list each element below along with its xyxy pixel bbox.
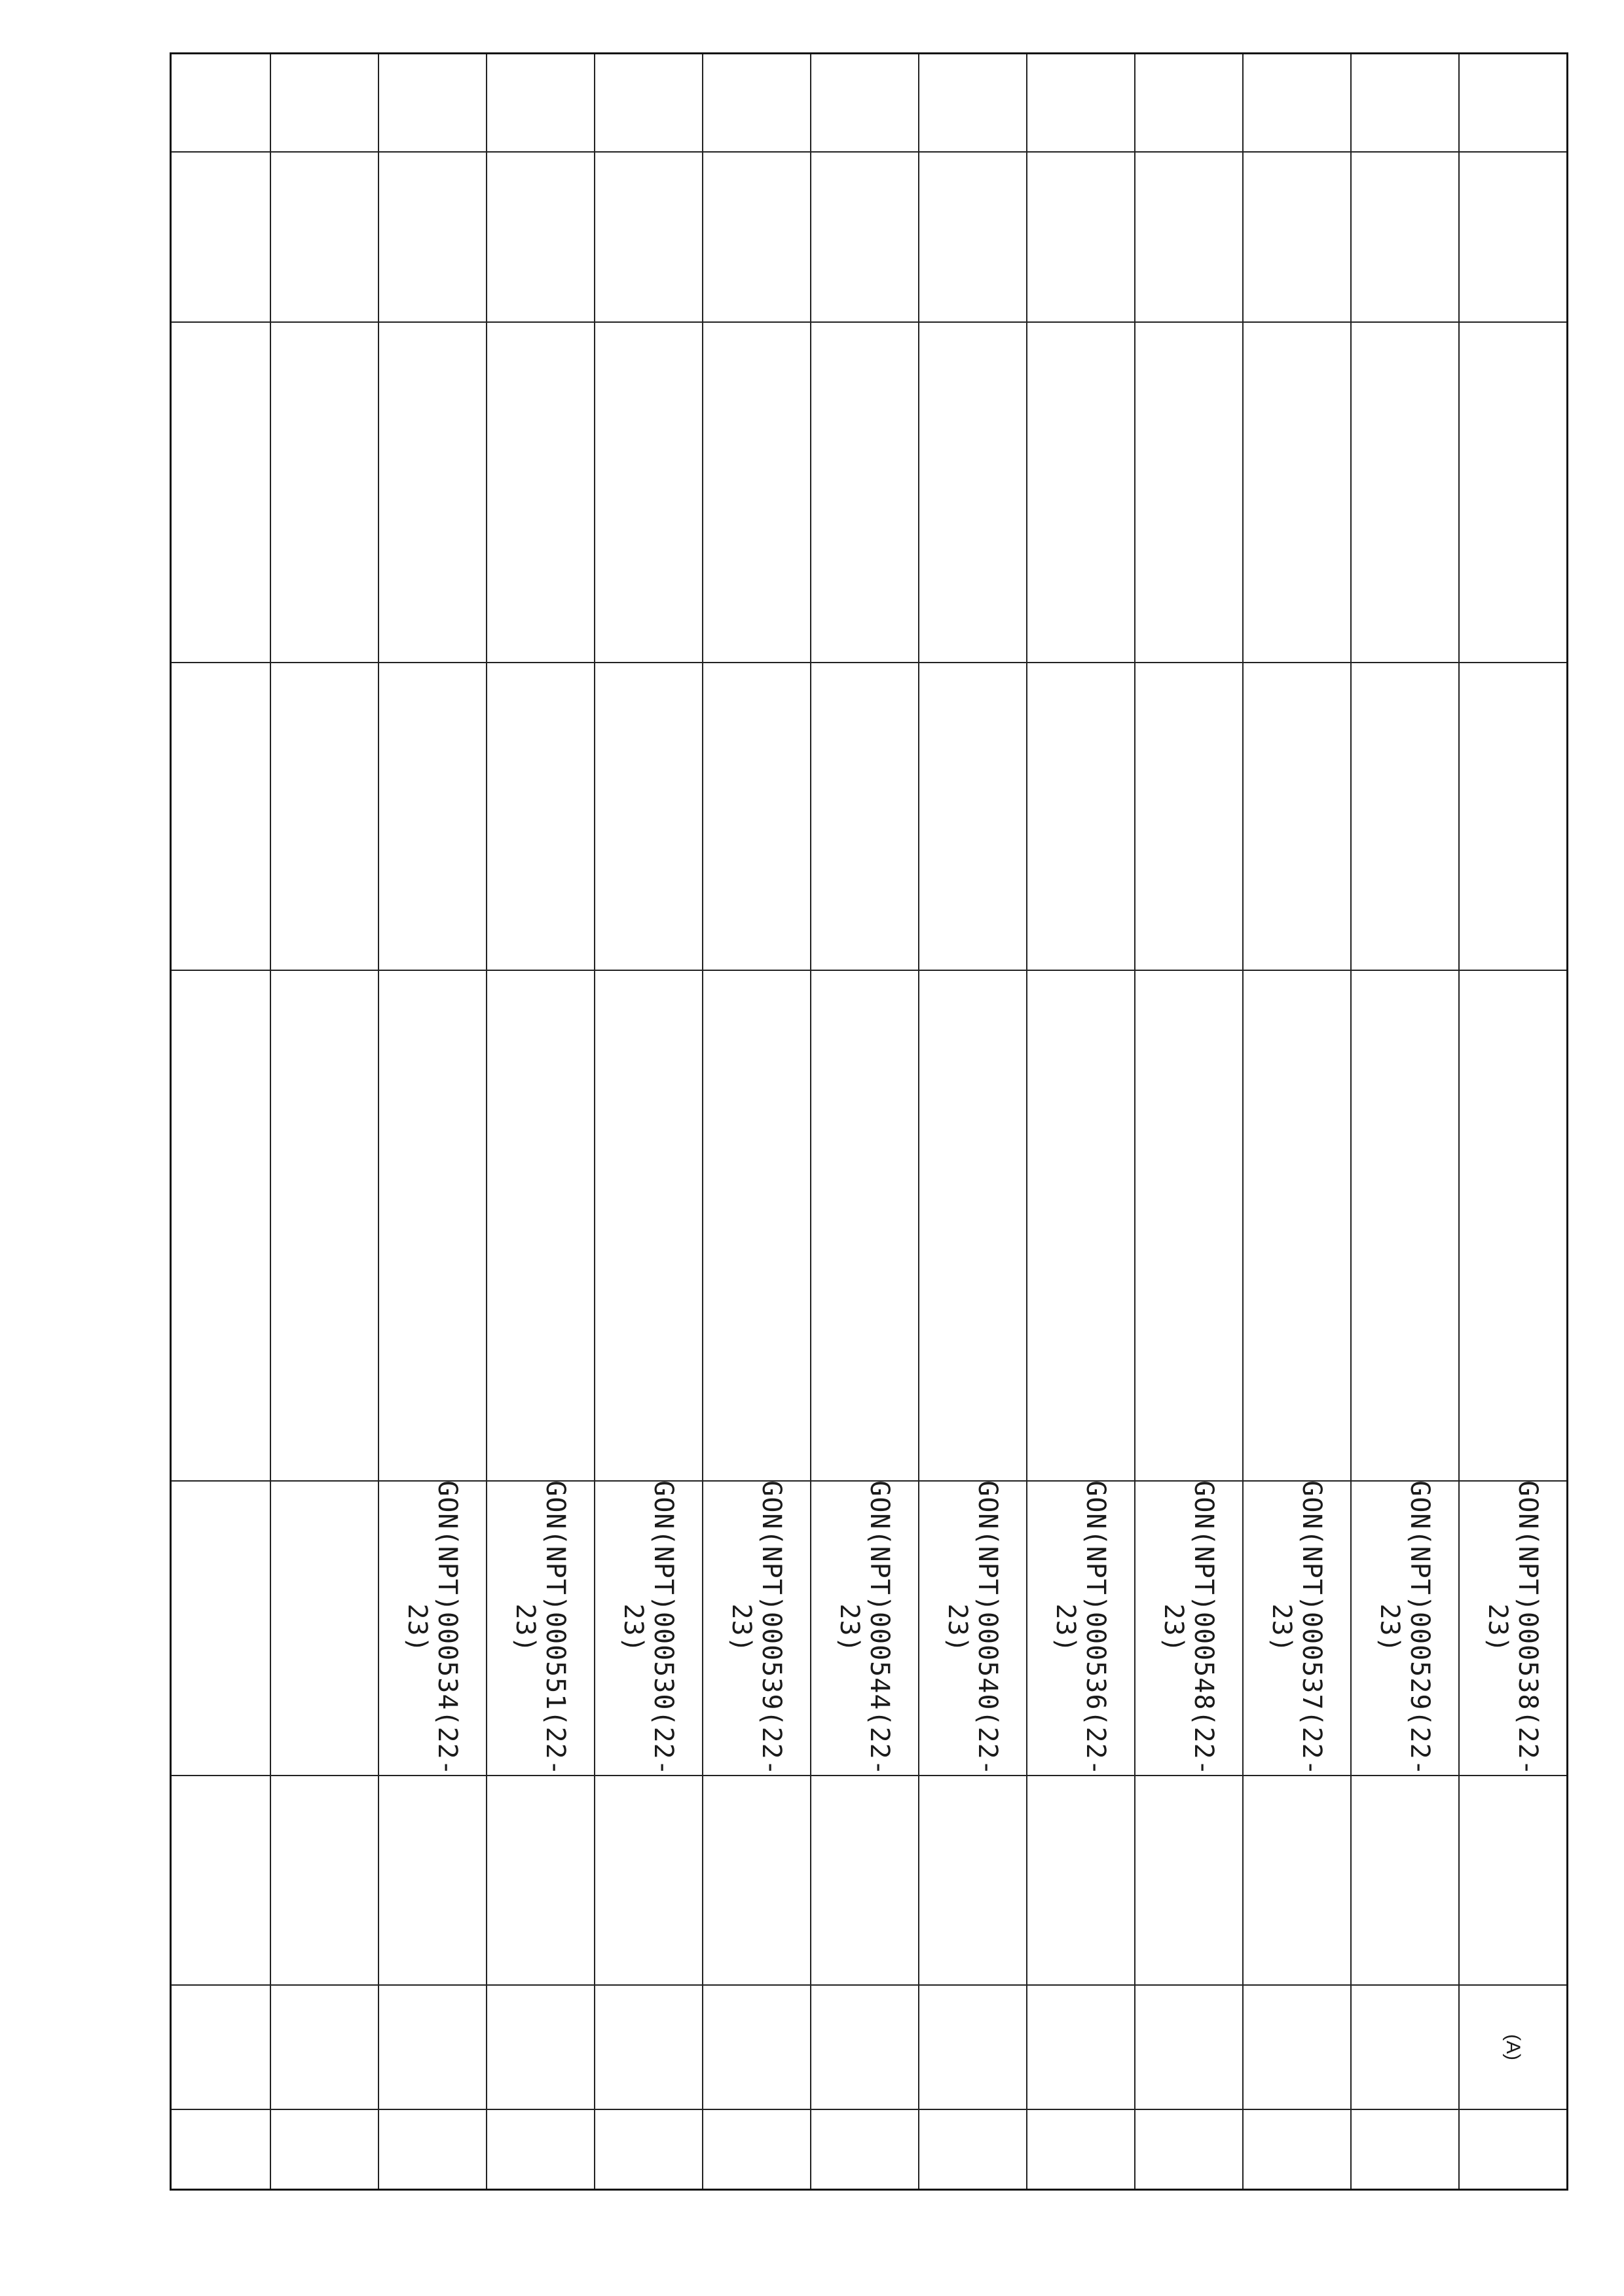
table-cell <box>1026 54 1134 153</box>
table-cell: GON(NPT)000536(22-23) <box>1026 1482 1134 1776</box>
table-cell <box>810 971 918 1482</box>
table-cell: GON(NPT)000548(22-23) <box>1134 1482 1242 1776</box>
table-cell: (A) <box>1458 1986 1566 2110</box>
table-cell <box>1242 1986 1350 2110</box>
table-cell <box>270 971 378 1482</box>
table-cell <box>1026 1986 1134 2110</box>
table-cell: GON(NPT)000551(22-23) <box>486 1482 594 1776</box>
table-cell <box>1134 1986 1242 2110</box>
table-cell <box>1134 323 1242 663</box>
header-region <box>172 1776 270 1986</box>
table-cell <box>486 1776 594 1986</box>
table-cell <box>918 323 1026 663</box>
table-cell <box>486 971 594 1482</box>
table-cell <box>1458 1776 1566 1986</box>
table-cell <box>918 663 1026 971</box>
table-cell <box>378 54 486 153</box>
table-cell <box>918 2110 1026 2189</box>
table-cell <box>810 54 918 153</box>
table-cell <box>1026 2110 1134 2189</box>
table-cell <box>1242 153 1350 323</box>
table-cell: GON(NPT)000537(22-23) <box>1242 1482 1350 1776</box>
table-cell <box>810 153 918 323</box>
table-cell <box>810 1986 918 2110</box>
table-cell <box>486 54 594 153</box>
table-cell: GON(NPT)000530(22-23) <box>594 1482 702 1776</box>
table-cell <box>1350 2110 1458 2189</box>
table-cell <box>1026 663 1134 971</box>
table-cell <box>1458 971 1566 1482</box>
table-cell <box>1134 971 1242 1482</box>
table-cell <box>594 1776 702 1986</box>
table-cell <box>270 2110 378 2189</box>
table-cell <box>594 2110 702 2189</box>
table-cell <box>1134 663 1242 971</box>
table-cell <box>810 323 918 663</box>
table-cell <box>594 54 702 153</box>
table-cell <box>594 1986 702 2110</box>
table-cell <box>1134 54 1242 153</box>
table-cell <box>378 971 486 1482</box>
table-cell <box>1458 2110 1566 2189</box>
header-occupation <box>172 663 270 971</box>
table-cell: GON(NPT)000539(22-23) <box>702 1482 810 1776</box>
header-date <box>172 153 270 323</box>
table-cell <box>918 1776 1026 1986</box>
table-cell <box>810 2110 918 2189</box>
table-cell <box>702 54 810 153</box>
table-cell <box>378 2110 486 2189</box>
table-cell <box>702 971 810 1482</box>
table-cell <box>810 663 918 971</box>
table-cell: GON(NPT)000534(22-23) <box>378 1482 486 1776</box>
table-cell <box>270 323 378 663</box>
header-license-no <box>172 1482 270 1776</box>
table-cell <box>486 1986 594 2110</box>
table-cell <box>594 971 702 1482</box>
table-cell <box>1242 323 1350 663</box>
table-cell <box>270 153 378 323</box>
table-cell <box>270 1776 378 1986</box>
table-cell <box>1242 663 1350 971</box>
table-cell <box>702 663 810 971</box>
table-cell <box>270 1482 378 1776</box>
table-cell <box>810 1776 918 1986</box>
table-cell <box>1026 153 1134 323</box>
table-cell <box>594 153 702 323</box>
table-cell <box>918 1986 1026 2110</box>
table-cell <box>1350 54 1458 153</box>
table-cell <box>1458 54 1566 153</box>
table-cell <box>702 1986 810 2110</box>
table-cell <box>1350 663 1458 971</box>
table-cell <box>1242 54 1350 153</box>
table-cell <box>486 2110 594 2189</box>
table-cell <box>594 323 702 663</box>
table-cell <box>378 663 486 971</box>
table-cell <box>918 971 1026 1482</box>
table-cell <box>378 323 486 663</box>
table-cell <box>1026 1776 1134 1986</box>
table-cell <box>1350 153 1458 323</box>
table-cell: GON(NPT)000538(22-23) <box>1458 1482 1566 1776</box>
table-cell <box>702 1776 810 1986</box>
table-cell <box>1350 1776 1458 1986</box>
table-cell <box>702 2110 810 2189</box>
license-table <box>170 52 1568 2191</box>
table-cell <box>918 54 1026 153</box>
table-cell <box>1350 1986 1458 2110</box>
table-cell <box>1458 323 1566 663</box>
table-cell <box>1458 663 1566 971</box>
table-cell <box>918 153 1026 323</box>
table-cell: GON(NPT)000544(22-23) <box>810 1482 918 1776</box>
table-cell <box>1134 153 1242 323</box>
table-cell: GON(NPT)000540(22-23) <box>918 1482 1026 1776</box>
table-cell <box>1350 971 1458 1482</box>
table-cell <box>1242 971 1350 1482</box>
header-remark <box>172 2110 270 2189</box>
table-cell <box>1134 2110 1242 2189</box>
table-cell <box>594 663 702 971</box>
table-cell <box>378 153 486 323</box>
table-cell <box>378 1986 486 2110</box>
table-cell <box>1134 1776 1242 1986</box>
table-cell <box>486 323 594 663</box>
table-cell <box>702 153 810 323</box>
table-cell <box>1458 153 1566 323</box>
header-category <box>172 1986 270 2110</box>
table-cell <box>270 663 378 971</box>
table-cell <box>1026 971 1134 1482</box>
table-cell <box>486 153 594 323</box>
table-cell <box>270 1986 378 2110</box>
header-address <box>172 971 270 1482</box>
header-no <box>172 54 270 153</box>
header-name <box>172 323 270 663</box>
table-cell <box>486 663 594 971</box>
table-cell: GON(NPT)000529(22-23) <box>1350 1482 1458 1776</box>
table-cell <box>1350 323 1458 663</box>
table-cell <box>702 323 810 663</box>
table-cell <box>1026 323 1134 663</box>
table-cell <box>1242 1776 1350 1986</box>
page-title <box>98 498 144 2069</box>
table-cell <box>1242 2110 1350 2189</box>
table-cell <box>378 1776 486 1986</box>
table-cell <box>270 54 378 153</box>
